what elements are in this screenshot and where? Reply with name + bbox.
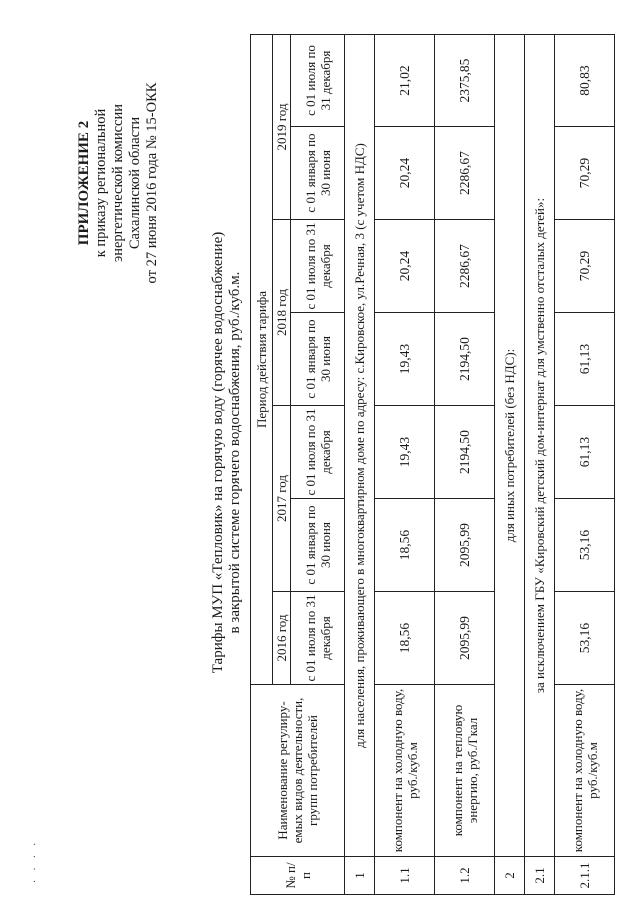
header-subperiod: с 01 июля по 31 декабря	[291, 220, 345, 313]
row-value: 19,43	[375, 406, 435, 499]
row-value: 53,16	[555, 592, 615, 685]
row-value: 21,02	[375, 34, 435, 126]
header-number: № п/п	[251, 857, 345, 895]
row-number: 1	[345, 857, 375, 895]
row-value: 18,56	[375, 592, 435, 685]
row-value: 70,29	[555, 127, 615, 220]
table-row	[375, 34, 435, 894]
row-value: 80,83	[555, 34, 615, 126]
header-year: 2017 год	[273, 406, 291, 592]
header-period: Период действия тарифа	[251, 34, 273, 684]
row-value: 70,29	[555, 220, 615, 313]
row-value: 2375,85	[435, 34, 495, 126]
table-row	[435, 34, 495, 894]
row-value: 61,13	[555, 313, 615, 406]
row-name: компонент на холодную воду, руб./куб.м	[555, 685, 615, 857]
tariff-table	[250, 34, 615, 895]
header-year: 2016 год	[273, 592, 291, 685]
appendix-line: к приказу региональной	[93, 108, 109, 258]
title-line: в закрытой системе горячего водоснабжения, руб./куб.м.	[227, 271, 243, 634]
row-value: 61,13	[555, 406, 615, 499]
document-title	[210, 0, 244, 905]
row-value: 18,56	[375, 499, 435, 592]
header-subperiod: с 01 января по 30 июня	[291, 127, 345, 220]
section-text: за исключением ГБУ «Кировский детский дом-интернат для умственно отсталых детей»:	[525, 34, 555, 856]
row-value: 2095,99	[435, 592, 495, 685]
header-name: Наименование регулиру-емых видов деятельности, групп потребителей	[251, 685, 345, 857]
row-value: 2194,50	[435, 313, 495, 406]
row-value: 2095,99	[435, 499, 495, 592]
header-year: 2018 год	[273, 220, 291, 406]
section-text: для населения, проживающего в многоквартирном доме по адресу: с.Кировское, ул.Речная, 3 (с учетом НДС)	[345, 34, 375, 856]
appendix-line: от 27 июня 2016 года № 15-ОКК	[144, 82, 160, 284]
row-number: 1.2	[435, 857, 495, 895]
header-subperiod: с 01 июля по 31 декабря	[291, 592, 345, 685]
row-value: 2286,67	[435, 127, 495, 220]
row-number: 1.1	[375, 857, 435, 895]
row-value: 2286,67	[435, 220, 495, 313]
title-line: Тарифы МУП «Тепловик» на горячую воду (горячее водоснабжение)	[210, 231, 226, 674]
header-subperiod: с 01 июля по 31 декабря	[291, 406, 345, 499]
row-number: 2.1	[525, 857, 555, 895]
row-value: 53,16	[555, 499, 615, 592]
row-value: 2194,50	[435, 406, 495, 499]
appendix-block	[76, 58, 161, 308]
header-subperiod: с 01 января по 30 июня	[291, 499, 345, 592]
row-name: компонент на холодную воду, руб./куб.м	[375, 685, 435, 857]
table-row	[525, 34, 555, 894]
row-number: 2	[495, 857, 525, 895]
row-number: 2.1.1	[555, 857, 615, 895]
appendix-line: Сахалинской области	[127, 116, 143, 250]
row-value: 20,24	[375, 220, 435, 313]
appendix-title: ПРИЛОЖЕНИЕ 2	[76, 120, 92, 246]
table-row	[555, 34, 615, 894]
section-text: для иных потребителей (без НДС):	[495, 34, 525, 856]
table-row	[345, 34, 375, 894]
appendix-line: энергетической комиссии	[110, 103, 126, 263]
header-year: 2019 год	[273, 34, 291, 219]
scan-specks: · · · ·	[30, 839, 41, 883]
header-subperiod: с 01 июля по 31 декабря	[291, 34, 345, 126]
table-row	[495, 34, 525, 894]
row-name: компонент на тепловую энергию, руб./Гкал	[435, 685, 495, 857]
header-subperiod: с 01 января по 30 июня	[291, 313, 345, 406]
row-value: 19,43	[375, 313, 435, 406]
row-value: 20,24	[375, 127, 435, 220]
